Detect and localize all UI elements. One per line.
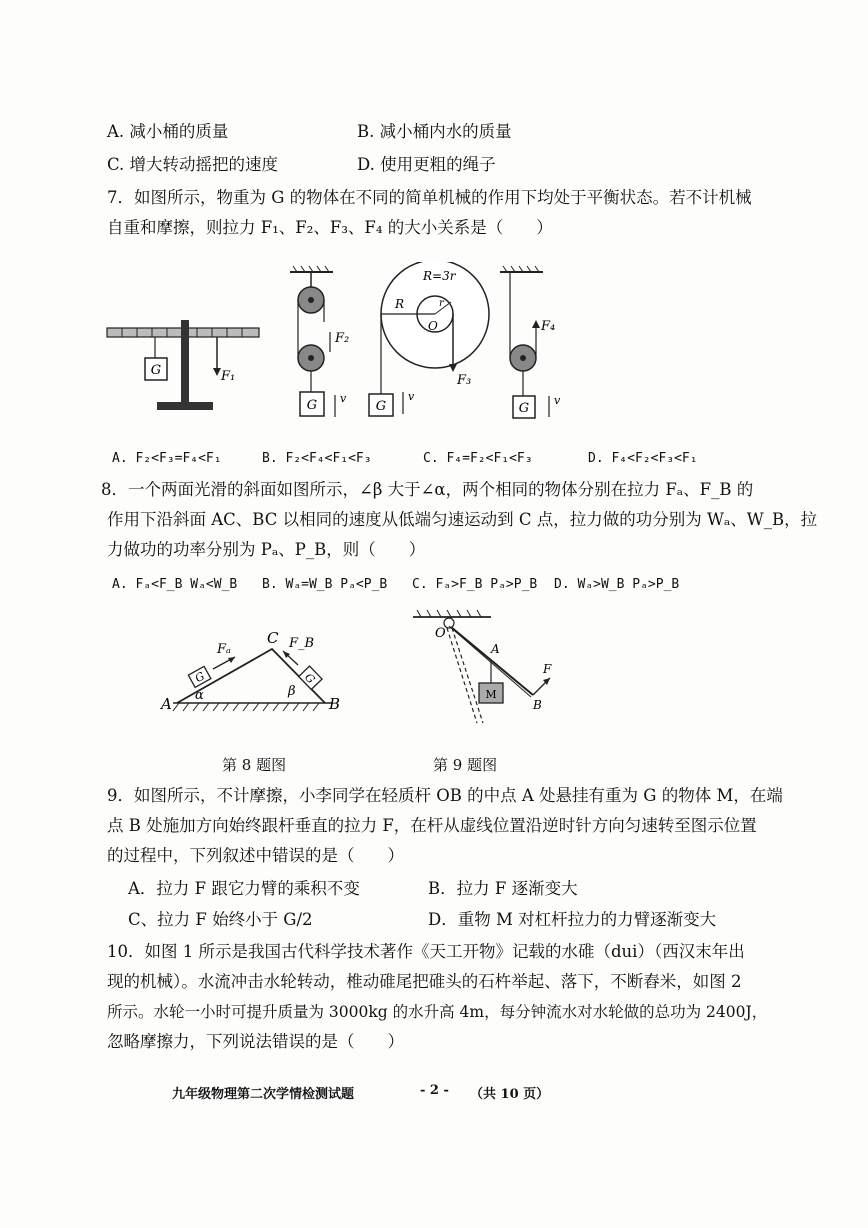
- q7-v-label-2: v: [340, 392, 347, 405]
- footer-total-pages: （共 10 页）: [470, 1087, 550, 1102]
- q7-force-f4-label: F₄: [541, 319, 556, 334]
- q7-option-b: B. F₂<F₄<F₁<F₃: [262, 451, 372, 466]
- q7-figure: [95, 262, 585, 432]
- q7-weight-label-1: G: [150, 363, 162, 378]
- q7-movable-pulley-diagram: [500, 266, 561, 418]
- q7-option-c: C. F₄=F₂<F₁<F₃: [423, 451, 533, 466]
- q9-figure-caption: 第 9 题图: [433, 756, 498, 774]
- q7-text-line1: 7．如图所示，物重为 G 的物体在不同的简单机械的作用下均处于平衡状态。若不计机械: [107, 188, 752, 207]
- q9-force-f-label: F: [543, 662, 552, 676]
- q10-text-line2: 现的机械）。水流冲击水轮转动，椎动碓尾把碓头的石杵举起、落下，不断舂米，如图 2: [107, 972, 742, 991]
- q7-wheel-axle-diagram: [369, 262, 489, 416]
- q9-option-d: D．重物 M 对杠杆拉力的力臂逐渐变大: [428, 910, 717, 929]
- q7-radius-note: R=3r: [423, 269, 456, 283]
- q9-text-line3: 的过程中，下列叙述中错误的是（ ）: [107, 846, 404, 865]
- q10-text-line4: 忽略摩擦力，下列说法错误的是（ ）: [107, 1032, 404, 1051]
- q8-incline-figure: [155, 625, 355, 720]
- q9-lever-figure: [405, 605, 575, 735]
- q7-pulley-block-diagram: [290, 266, 349, 417]
- q7-force-f1-label: F₁: [221, 369, 236, 384]
- q8-point-b-label: B: [329, 695, 341, 713]
- q7-weight-label-4: G: [518, 401, 530, 416]
- q6-option-c: C. 增大转动摇把的速度: [107, 155, 279, 174]
- q9-point-o-label: O: [435, 626, 446, 641]
- q8-force-fb-label: F_B: [289, 636, 315, 651]
- q9-option-a: A．拉力 F 跟它力臂的乘积不变: [128, 879, 360, 898]
- q8-beta-label: β: [288, 684, 296, 699]
- q7-weight-label-3: G: [375, 399, 387, 414]
- footer-exam-title: 九年级物理第二次学情检测试题: [172, 1087, 355, 1102]
- q7-text-line2: 自重和摩擦，则拉力 F₁、F₂、F₃、F₄ 的大小关系是（ ）: [107, 218, 553, 237]
- q8-text-line1: 8．一个两面光滑的斜面如图所示，∠β 大于∠α，两个相同的物体分别在拉力 Fₐ、F_B 的: [101, 480, 754, 499]
- q8-option-c: C. Fₐ>F_B Pₐ>P_B: [412, 577, 538, 592]
- q7-force-f2-label: F₂: [335, 331, 350, 346]
- q8-text-line2: 作用下沿斜面 AC、BC 以相同的速度从低端匀速运动到 C 点，拉力做的功分别为 Wₐ、W_B，拉: [107, 510, 818, 529]
- q9-point-b-label: B: [533, 698, 542, 712]
- q7-option-a: A. F₂<F₃=F₄<F₁: [112, 451, 222, 466]
- q9-point-a-label: A: [491, 642, 500, 656]
- q10-text-line3: 所示。水轮一小时可提升质量为 3000kg 的水升高 4m，每分钟流水对水轮做的总功为 2400J，: [107, 1003, 768, 1021]
- q10-text-line1: 10．如图 1 所示是我国古代科学技术著作《天工开物》记载的水碓（dui）（西汉末年出: [107, 942, 745, 961]
- q7-v-label-4: v: [554, 394, 561, 407]
- q6-option-a: A. 减小桶的质量: [107, 122, 229, 141]
- q7-v-label-3: v: [408, 390, 415, 403]
- q7-center-label: O: [428, 319, 438, 333]
- q8-option-a: A. Fₐ<F_B Wₐ<W_B: [112, 577, 238, 592]
- q7-weight-label-2: G: [306, 398, 318, 413]
- q8-block-b-label: G: [301, 670, 318, 687]
- q8-block-a-label: G: [192, 669, 207, 686]
- q7-lever-diagram: [107, 320, 259, 410]
- q8-alpha-label: α: [195, 688, 204, 703]
- q9-mass-m-label: M: [485, 688, 497, 701]
- q7-small-r-label: r: [439, 298, 444, 309]
- q7-force-f3-label: F₃: [457, 373, 472, 388]
- q8-option-d: D. Wₐ>W_B Pₐ>P_B: [554, 577, 680, 592]
- q8-figure-caption: 第 8 题图: [222, 756, 287, 774]
- q9-text-line1: 9．如图所示，不计摩擦，小李同学在轻质杆 OB 的中点 A 处悬挂有重为 G 的物体 M，在端: [107, 786, 783, 805]
- q8-option-b: B. Wₐ=W_B Pₐ<P_B: [262, 577, 388, 592]
- q6-option-d: D. 使用更粗的绳子: [357, 155, 496, 174]
- q8-point-c-label: C: [267, 629, 279, 647]
- q9-option-c: C、拉力 F 始终小于 G/2: [128, 910, 313, 929]
- q8-point-a-label: A: [161, 695, 172, 713]
- q6-option-b: B. 减小桶内水的质量: [357, 122, 512, 141]
- q7-option-d: D. F₄<F₂<F₃<F₁: [588, 451, 698, 466]
- q9-option-b: B．拉力 F 逐渐变大: [428, 879, 578, 898]
- footer-page-number: - 2 -: [420, 1083, 449, 1098]
- q7-big-r-label: R: [395, 297, 405, 311]
- q9-text-line2: 点 B 处施加方向始终跟杆垂直的拉力 F，在杆从虚线位置沿逆时针方向匀速转至图示位置: [107, 816, 757, 835]
- q8-force-fa-label: Fₐ: [217, 642, 231, 657]
- q8-text-line3: 力做功的功率分别为 Pₐ、P_B，则（ ）: [107, 540, 426, 559]
